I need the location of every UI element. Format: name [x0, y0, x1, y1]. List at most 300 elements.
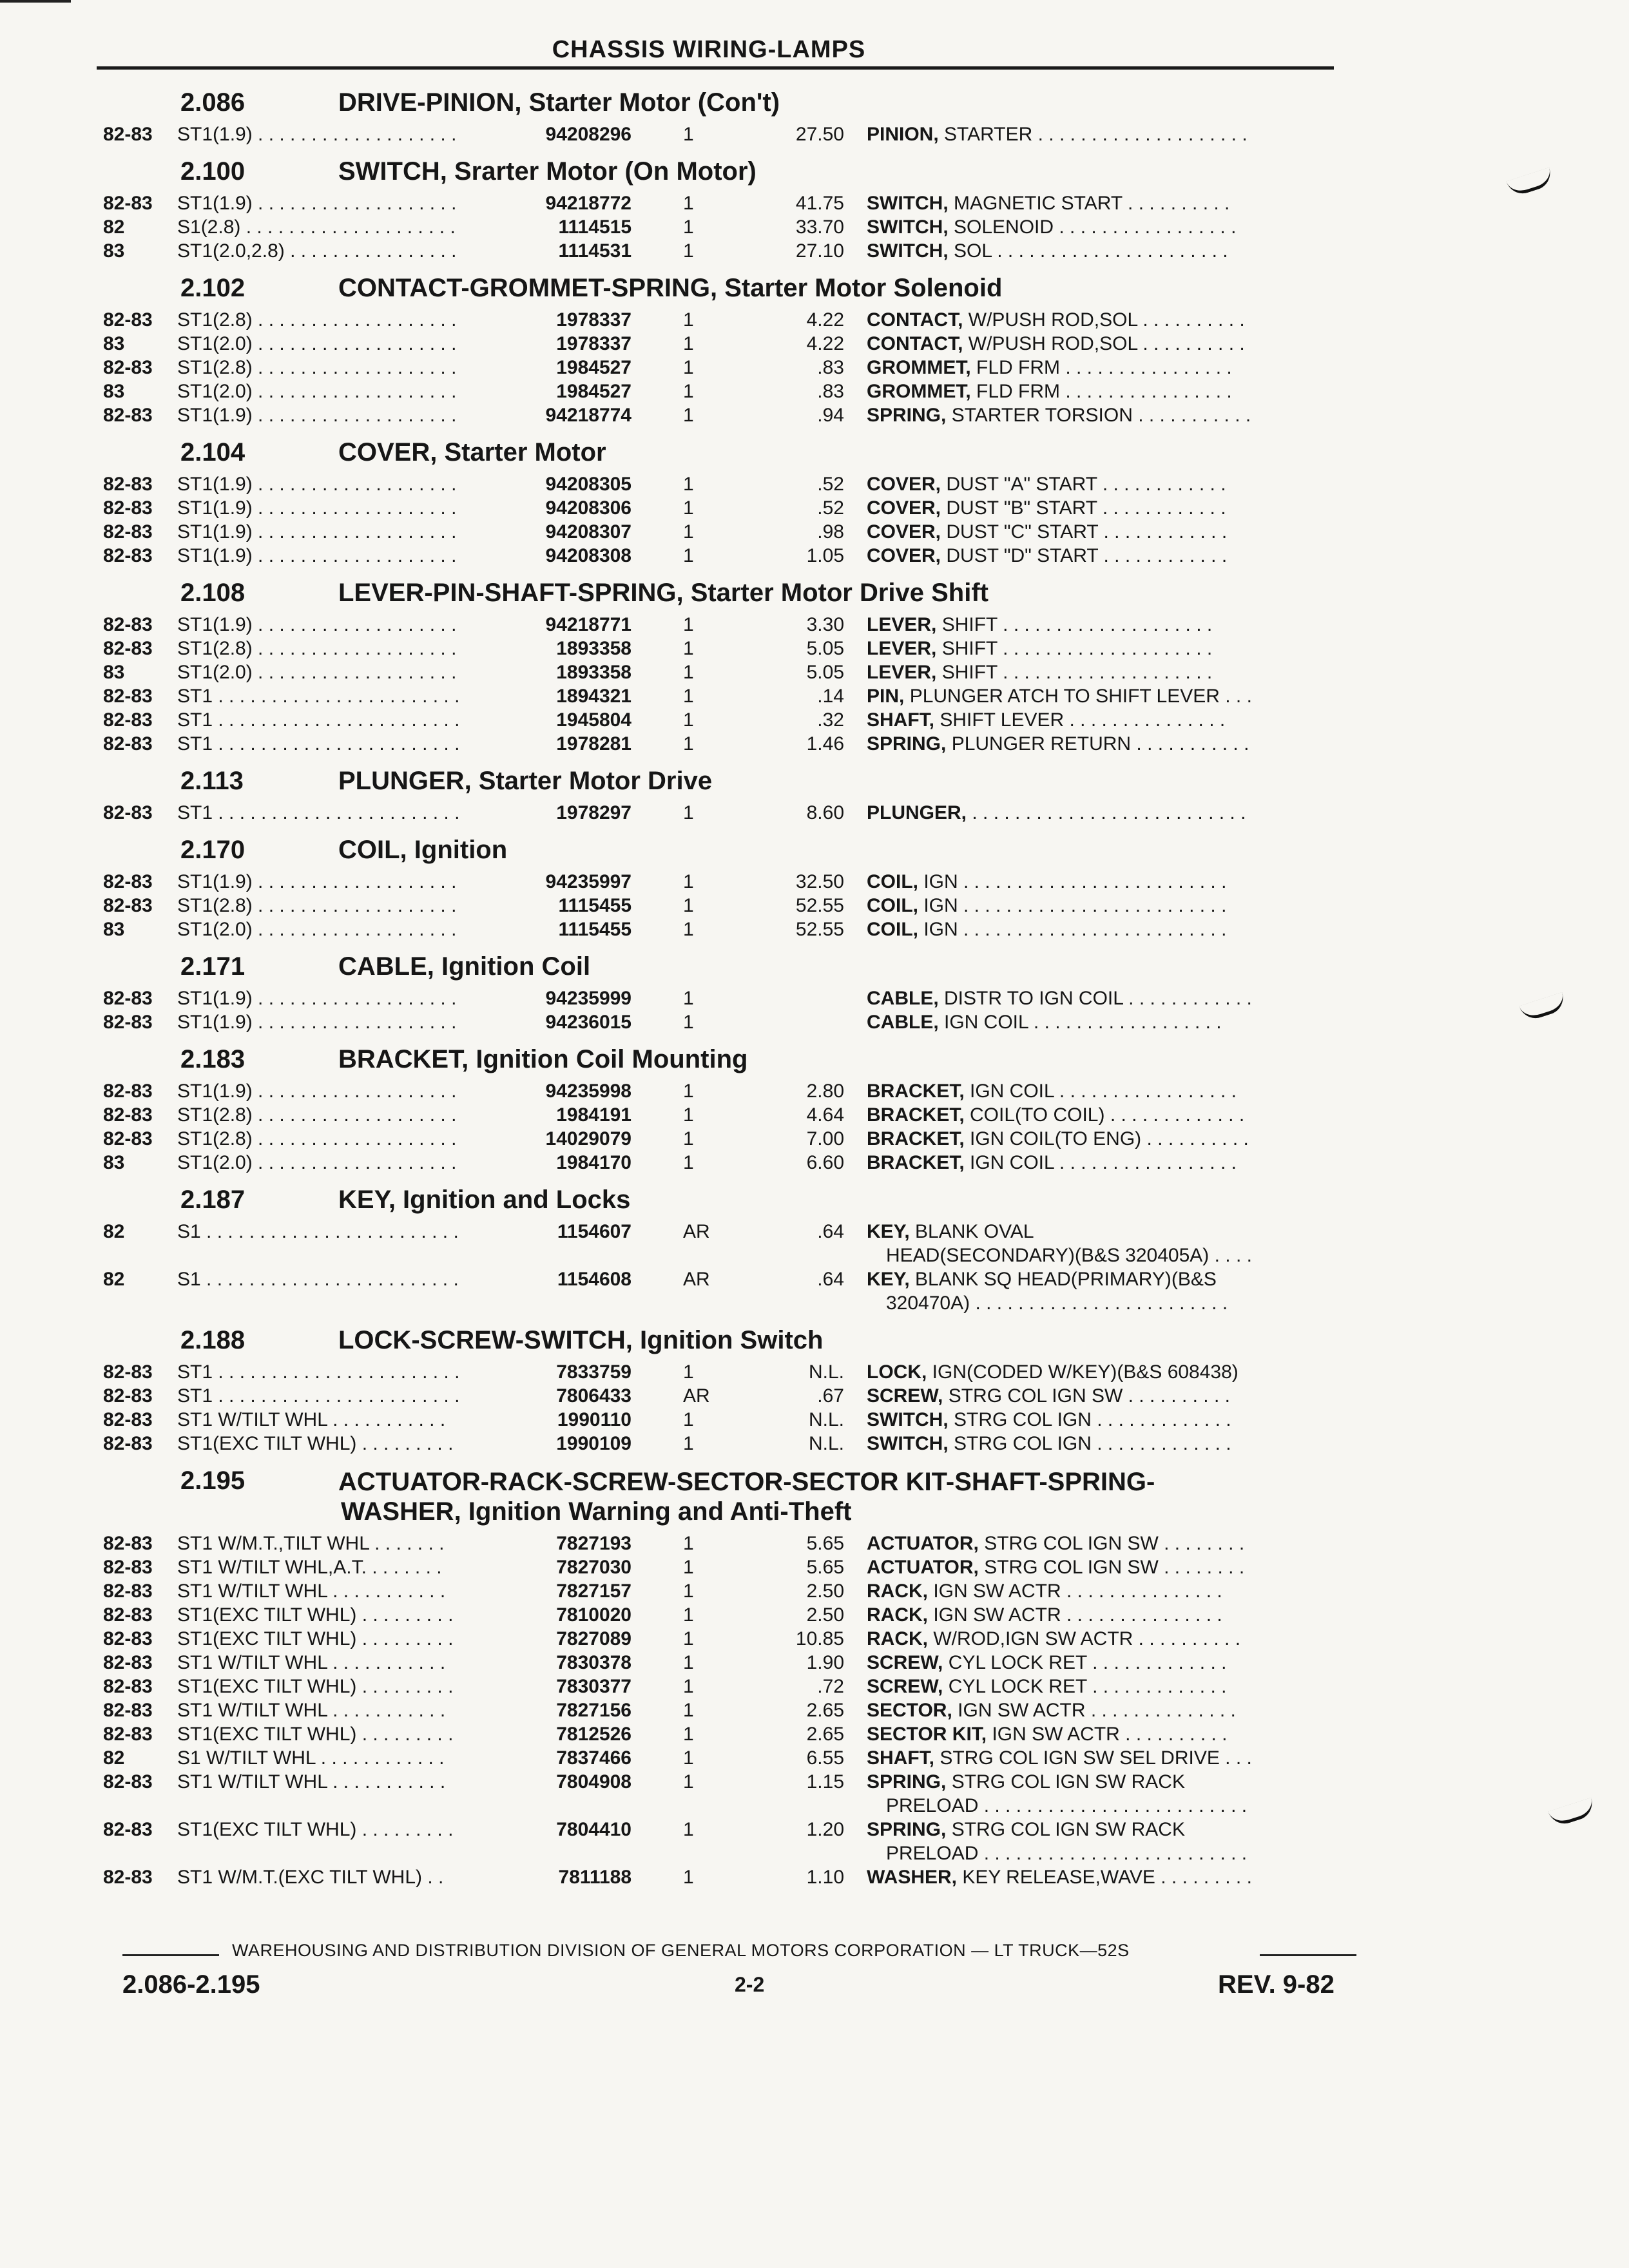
model-year: 82-83 — [103, 1104, 153, 1126]
model-applicability: ST1(1.9) . . . . . . . . . . . . . . . . . . . — [177, 614, 457, 635]
price: 8.60 — [806, 802, 844, 823]
quantity: 1 — [683, 1747, 694, 1769]
part-number: 1984191 — [556, 1104, 631, 1126]
part-detail: STARTER . . . . . . . . . . . . . . . . . . . . — [938, 124, 1248, 145]
part-row — [103, 1698, 1366, 1722]
part-name: KEY, — [867, 1269, 910, 1290]
part-number: 7827030 — [556, 1557, 631, 1578]
model-applicability: ST1 . . . . . . . . . . . . . . . . . . . . . . . — [177, 686, 460, 707]
part-description — [867, 1103, 1369, 1127]
part-detail: CYL LOCK RET . . . . . . . . . . . . . — [943, 1652, 1227, 1673]
quantity: 1 — [683, 1581, 694, 1602]
part-name: BRACKET, — [867, 1104, 965, 1126]
part-number: 1978281 — [556, 733, 631, 754]
quantity: 1 — [683, 474, 694, 495]
part-name: SWITCH, — [867, 216, 949, 238]
part-description — [867, 1865, 1369, 1889]
part-detail: IGN COIL(TO ENG) . . . . . . . . . . — [964, 1128, 1249, 1149]
part-number: 94208305 — [545, 474, 631, 495]
model-applicability: ST1(1.9) . . . . . . . . . . . . . . . . . . . — [177, 193, 457, 214]
part-number: 7827157 — [556, 1581, 631, 1602]
section-number: 2.102 — [180, 274, 246, 302]
part-name: SWITCH, — [867, 240, 949, 262]
part-number: 7837466 — [556, 1747, 631, 1769]
part-number: 1154608 — [557, 1269, 631, 1290]
model-year: 82-83 — [103, 802, 153, 823]
part-description — [867, 870, 1369, 894]
model-applicability: ST1(1.9) . . . . . . . . . . . . . . . . . . . — [177, 545, 457, 566]
part-detail: . . . . . . . . . . . . . . . . . . . . . . . . . . — [967, 802, 1246, 823]
part-number: 1114515 — [558, 216, 631, 238]
quantity: 1 — [683, 709, 694, 731]
part-name: LEVER, — [867, 638, 937, 659]
part-detail: IGN . . . . . . . . . . . . . . . . . . . . . . . . . — [918, 871, 1227, 892]
section-title: KEY, Ignition and Locks — [338, 1186, 631, 1214]
part-number: 94235999 — [545, 988, 631, 1009]
section-number: 2.195 — [180, 1466, 246, 1495]
quantity: 1 — [683, 988, 694, 1009]
model-applicability: ST1(EXC TILT WHL) . . . . . . . . . — [177, 1724, 454, 1745]
part-detail: STRG COL IGN SW . . . . . . . . . . — [943, 1385, 1230, 1407]
part-detail: PLUNGER ATCH TO SHIFT LEVER . . . — [904, 686, 1252, 707]
model-year: 82-83 — [103, 1652, 153, 1673]
part-row — [103, 1532, 1366, 1555]
part-description — [867, 191, 1369, 215]
part-name: PINION, — [867, 124, 939, 145]
price: .52 — [817, 474, 844, 495]
model-year: 82-83 — [103, 988, 153, 1009]
part-detail: DUST "B" START . . . . . . . . . . . . — [941, 497, 1226, 519]
section-title: COVER, Starter Motor — [338, 438, 606, 466]
part-number: 1893358 — [556, 662, 631, 683]
model-year: 83 — [103, 240, 125, 262]
part-row — [103, 1746, 1366, 1770]
price: 7.00 — [806, 1128, 844, 1149]
part-row — [103, 1103, 1366, 1127]
part-number: 14029079 — [545, 1128, 631, 1149]
part-name: LOCK, — [867, 1361, 927, 1383]
model-year: 82-83 — [103, 1409, 153, 1430]
price: 2.50 — [806, 1604, 844, 1626]
model-applicability: ST1(EXC TILT WHL) . . . . . . . . . — [177, 1433, 454, 1454]
section-header — [103, 427, 1366, 472]
price: 6.55 — [806, 1747, 844, 1769]
price: 4.64 — [806, 1104, 844, 1126]
quantity: 1 — [683, 405, 694, 426]
part-detail: W/ROD,IGN SW ACTR . . . . . . . . . . — [928, 1628, 1241, 1649]
part-description — [867, 1746, 1369, 1770]
model-year: 82-83 — [103, 1581, 153, 1602]
part-detail: IGN COIL . . . . . . . . . . . . . . . . . — [964, 1081, 1237, 1102]
part-row — [103, 660, 1366, 684]
part-row — [103, 986, 1366, 1010]
margin-check-mark — [1548, 1798, 1597, 1828]
part-row — [103, 1127, 1366, 1151]
part-detail-continued: 320470A) . . . . . . . . . . . . . . . . . . . . . . . . — [886, 1293, 1228, 1314]
price: 1.05 — [806, 545, 844, 566]
section-header — [103, 941, 1366, 986]
part-row — [103, 1360, 1366, 1384]
model-year: 82-83 — [103, 686, 153, 707]
part-name: BRACKET, — [867, 1081, 965, 1102]
price: 5.05 — [806, 662, 844, 683]
part-description — [867, 1220, 1369, 1267]
part-row — [103, 380, 1366, 403]
part-description — [867, 1267, 1369, 1315]
part-detail: DUST "C" START . . . . . . . . . . . . — [941, 521, 1228, 543]
model-year: 82-83 — [103, 545, 153, 566]
model-year: 82-83 — [103, 1724, 153, 1745]
model-year: 82-83 — [103, 1361, 153, 1383]
section-number: 2.086 — [180, 88, 246, 117]
model-applicability: ST1(2.0) . . . . . . . . . . . . . . . . . . . — [177, 662, 457, 683]
part-detail: SHIFT . . . . . . . . . . . . . . . . . . . . — [936, 638, 1213, 659]
model-applicability: ST1(1.9) . . . . . . . . . . . . . . . . . . . — [177, 497, 457, 519]
price: 5.65 — [806, 1557, 844, 1578]
section-title: DRIVE-PINION, Starter Motor (Con't) — [338, 88, 780, 117]
part-row — [103, 356, 1366, 380]
part-description — [867, 732, 1369, 756]
part-number: 7806433 — [556, 1385, 631, 1407]
part-number: 7827156 — [556, 1700, 631, 1721]
part-name: COVER, — [867, 521, 941, 543]
model-year: 82-83 — [103, 871, 153, 892]
part-number: 7830378 — [556, 1652, 631, 1673]
part-description — [867, 1432, 1369, 1456]
section-number: 2.170 — [180, 836, 246, 864]
footer-page-number: 2-2 — [735, 1973, 765, 1996]
quantity: 1 — [683, 545, 694, 566]
price: 33.70 — [795, 216, 844, 238]
price: .72 — [817, 1676, 844, 1697]
model-year: 82 — [103, 1747, 125, 1769]
quantity: 1 — [683, 381, 694, 402]
part-row — [103, 801, 1366, 825]
price: 1.10 — [806, 1867, 844, 1888]
part-number: 7812526 — [556, 1724, 631, 1745]
model-year: 82-83 — [103, 1433, 153, 1454]
part-number: 7810020 — [556, 1604, 631, 1626]
quantity: 1 — [683, 1819, 694, 1840]
part-name: COVER, — [867, 545, 941, 566]
price: 52.55 — [795, 895, 844, 916]
part-number: 1984527 — [556, 357, 631, 378]
model-year: 82-83 — [103, 193, 153, 214]
part-detail: IGN SW ACTR . . . . . . . . . . . . . . . — [928, 1604, 1222, 1626]
price: N.L. — [808, 1361, 844, 1383]
model-applicability: ST1(1.9) . . . . . . . . . . . . . . . . . . . — [177, 1012, 457, 1033]
part-name: SECTOR KIT, — [867, 1724, 987, 1745]
model-applicability: ST1 . . . . . . . . . . . . . . . . . . . . . . . — [177, 709, 460, 731]
part-number: 7804908 — [556, 1771, 631, 1792]
footer-rule-left — [122, 1954, 219, 1956]
model-year: 82-83 — [103, 1604, 153, 1626]
quantity: 1 — [683, 638, 694, 659]
part-description — [867, 308, 1369, 332]
model-year: 82-83 — [103, 1533, 153, 1554]
part-number: 1984170 — [556, 1152, 631, 1173]
model-year: 82-83 — [103, 309, 153, 331]
price: N.L. — [808, 1433, 844, 1454]
model-year: 83 — [103, 333, 125, 354]
part-number: 1984527 — [556, 381, 631, 402]
part-row — [103, 1220, 1366, 1267]
section-number: 2.183 — [180, 1045, 246, 1073]
model-applicability: ST1(2.8) . . . . . . . . . . . . . . . . . . . — [177, 638, 457, 659]
part-name: WASHER, — [867, 1867, 958, 1888]
section-title: PLUNGER, Starter Motor Drive — [338, 767, 713, 795]
part-number: 1945804 — [556, 709, 631, 731]
part-detail: IGN COIL . . . . . . . . . . . . . . . . . . — [938, 1012, 1222, 1033]
section-number: 2.100 — [180, 157, 246, 186]
parts-list — [103, 77, 1366, 1889]
section-number: 2.113 — [180, 767, 244, 795]
quantity: 1 — [683, 1700, 694, 1721]
part-name: COIL, — [867, 919, 918, 940]
page-title: CHASSIS WIRING-LAMPS — [552, 36, 866, 63]
part-detail: SHIFT . . . . . . . . . . . . . . . . . . . . — [936, 662, 1213, 683]
part-name: GROMMET, — [867, 357, 971, 378]
part-name: SCREW, — [867, 1652, 943, 1673]
model-year: 82-83 — [103, 1128, 153, 1149]
part-number: 94236015 — [545, 1012, 631, 1033]
model-year: 82-83 — [103, 733, 153, 754]
part-detail: SOL . . . . . . . . . . . . . . . . . . . . . . — [948, 240, 1228, 262]
section-title — [338, 1467, 1155, 1526]
part-number: 94218772 — [545, 193, 631, 214]
part-name: COIL, — [867, 871, 918, 892]
section-header — [103, 263, 1366, 308]
model-applicability: ST1 W/TILT WHL . . . . . . . . . . . — [177, 1581, 446, 1602]
part-name: SWITCH, — [867, 1433, 949, 1454]
quantity: 1 — [683, 1533, 694, 1554]
part-number: 7804410 — [556, 1819, 631, 1840]
model-applicability: ST1(2.8) . . . . . . . . . . . . . . . . . . . — [177, 309, 457, 331]
part-description — [867, 380, 1369, 403]
part-description — [867, 1555, 1369, 1579]
model-year: 82-83 — [103, 1012, 153, 1033]
price: 1.20 — [806, 1819, 844, 1840]
section-number: 2.187 — [180, 1186, 246, 1214]
quantity: 1 — [683, 733, 694, 754]
price: 2.50 — [806, 1581, 844, 1602]
part-row — [103, 732, 1366, 756]
price: 5.05 — [806, 638, 844, 659]
price: 2.65 — [806, 1700, 844, 1721]
model-applicability: ST1(1.9) . . . . . . . . . . . . . . . . . . . — [177, 521, 457, 543]
part-description — [867, 403, 1369, 427]
part-row — [103, 637, 1366, 660]
model-year: 82-83 — [103, 497, 153, 519]
part-row — [103, 239, 1366, 263]
part-name: PLUNGER, — [867, 802, 967, 823]
section-header — [103, 1315, 1366, 1360]
section-title-line: WASHER, Ignition Warning and Anti-Theft — [341, 1497, 852, 1526]
part-row — [103, 1010, 1366, 1034]
model-applicability: ST1(1.9) . . . . . . . . . . . . . . . . . . . — [177, 988, 457, 1009]
footer-revision: REV. 9-82 — [1218, 1970, 1335, 1999]
part-name: BRACKET, — [867, 1152, 965, 1173]
part-number: 1978337 — [556, 333, 631, 354]
price: 5.65 — [806, 1533, 844, 1554]
model-applicability: ST1 . . . . . . . . . . . . . . . . . . . . . . . — [177, 802, 460, 823]
model-applicability: ST1(1.9) . . . . . . . . . . . . . . . . . . . — [177, 474, 457, 495]
part-name: ACTUATOR, — [867, 1533, 979, 1554]
part-row — [103, 403, 1366, 427]
part-number: 1990109 — [556, 1433, 631, 1454]
quantity: 1 — [683, 1604, 694, 1626]
part-row — [103, 1079, 1366, 1103]
top-edge-line — [0, 0, 71, 3]
section-title: CONTACT-GROMMET-SPRING, Starter Motor Solenoid — [338, 274, 1003, 302]
part-description — [867, 356, 1369, 380]
section-title: BRACKET, Ignition Coil Mounting — [338, 1045, 748, 1073]
part-description — [867, 708, 1369, 732]
model-applicability: ST1(EXC TILT WHL) . . . . . . . . . — [177, 1604, 454, 1626]
part-name: COIL, — [867, 895, 918, 916]
part-number: 94208306 — [545, 497, 631, 519]
part-name: LEVER, — [867, 662, 937, 683]
part-number: 94208308 — [545, 545, 631, 566]
quantity: AR — [683, 1385, 710, 1407]
part-number: 1115455 — [558, 919, 631, 940]
part-row — [103, 1675, 1366, 1698]
part-name: SWITCH, — [867, 1409, 949, 1430]
part-description — [867, 496, 1369, 520]
part-row — [103, 1770, 1366, 1818]
part-description — [867, 1651, 1369, 1675]
section-header — [103, 1175, 1366, 1220]
part-row — [103, 122, 1366, 146]
model-year: 82-83 — [103, 1557, 153, 1578]
part-number: 94208307 — [545, 521, 631, 543]
model-year: 82-83 — [103, 1385, 153, 1407]
section-header — [103, 825, 1366, 870]
part-description — [867, 1360, 1369, 1384]
part-detail: BLANK OVAL — [909, 1221, 1034, 1242]
part-number: 1893358 — [556, 638, 631, 659]
model-year: 82-83 — [103, 1771, 153, 1792]
model-year: 82-83 — [103, 1819, 153, 1840]
part-name: CONTACT, — [867, 333, 963, 354]
part-description — [867, 215, 1369, 239]
quantity: 1 — [683, 686, 694, 707]
part-detail: W/PUSH ROD,SOL . . . . . . . . . . — [963, 309, 1245, 331]
model-year: 82-83 — [103, 1700, 153, 1721]
quantity: 1 — [683, 1628, 694, 1649]
model-year: 82-83 — [103, 474, 153, 495]
part-detail: STRG COL IGN SW . . . . . . . . — [978, 1533, 1245, 1554]
part-detail: SHIFT LEVER . . . . . . . . . . . . . . . — [934, 709, 1226, 731]
quantity: 1 — [683, 871, 694, 892]
part-detail: STRG COL IGN . . . . . . . . . . . . . — [948, 1433, 1231, 1454]
quantity: 1 — [683, 1409, 694, 1430]
part-description — [867, 472, 1369, 496]
model-applicability: ST1(2.8) . . . . . . . . . . . . . . . . . . . — [177, 895, 457, 916]
part-row — [103, 1603, 1366, 1627]
part-description — [867, 1770, 1369, 1818]
part-row — [103, 1818, 1366, 1865]
price: .67 — [817, 1385, 844, 1407]
quantity: 1 — [683, 1433, 694, 1454]
part-description — [867, 1127, 1369, 1151]
model-year: 82 — [103, 1221, 125, 1242]
model-applicability: ST1(2.0) . . . . . . . . . . . . . . . . . . . — [177, 1152, 457, 1173]
model-applicability: S1(2.8) . . . . . . . . . . . . . . . . . . . . — [177, 216, 456, 238]
part-description — [867, 520, 1369, 544]
part-detail: IGN SW ACTR . . . . . . . . . . . . . . — [952, 1700, 1236, 1721]
price: 1.15 — [806, 1771, 844, 1792]
section-title: SWITCH, Srarter Motor (On Motor) — [338, 157, 757, 186]
part-name: BRACKET, — [867, 1128, 965, 1149]
part-description — [867, 1408, 1369, 1432]
section-number: 2.171 — [180, 952, 246, 981]
part-number: 94208296 — [545, 124, 631, 145]
model-year: 83 — [103, 1152, 125, 1173]
part-description — [867, 1627, 1369, 1651]
part-row — [103, 308, 1366, 332]
part-name: SCREW, — [867, 1385, 943, 1407]
part-row — [103, 1651, 1366, 1675]
quantity: 1 — [683, 1128, 694, 1149]
part-description — [867, 894, 1369, 918]
part-description — [867, 637, 1369, 660]
price: .83 — [817, 357, 844, 378]
part-name: SWITCH, — [867, 193, 949, 214]
model-applicability: S1 . . . . . . . . . . . . . . . . . . . . . . . . — [177, 1221, 459, 1242]
part-detail: STRG COL IGN SW RACK — [946, 1771, 1185, 1792]
model-applicability: ST1 W/TILT WHL . . . . . . . . . . . — [177, 1771, 446, 1792]
model-year: 82-83 — [103, 1676, 153, 1697]
part-number: 1114531 — [558, 240, 631, 262]
part-row — [103, 496, 1366, 520]
price: .83 — [817, 381, 844, 402]
price: 27.50 — [795, 124, 844, 145]
part-detail-continued: HEAD(SECONDARY)(B&S 320405A) . . . . — [886, 1245, 1252, 1266]
quantity: 1 — [683, 614, 694, 635]
quantity: 1 — [683, 1104, 694, 1126]
model-applicability: ST1(EXC TILT WHL) . . . . . . . . . — [177, 1628, 454, 1649]
part-description — [867, 1722, 1369, 1746]
quantity: 1 — [683, 1081, 694, 1102]
part-detail: SHIFT . . . . . . . . . . . . . . . . . . . . — [936, 614, 1213, 635]
part-number: 94235998 — [545, 1081, 631, 1102]
part-row — [103, 1408, 1366, 1432]
footer-section-range: 2.086-2.195 — [122, 1970, 260, 1999]
price: 6.60 — [806, 1152, 844, 1173]
price: 4.22 — [806, 309, 844, 331]
part-detail: STRG COL IGN SW SEL DRIVE . . . — [934, 1747, 1252, 1769]
part-name: SCREW, — [867, 1676, 943, 1697]
model-applicability: ST1(EXC TILT WHL) . . . . . . . . . — [177, 1676, 454, 1697]
margin-check-mark — [1519, 992, 1568, 1023]
model-applicability: ST1 . . . . . . . . . . . . . . . . . . . . . . . — [177, 733, 460, 754]
part-description — [867, 239, 1369, 263]
part-detail: DISTR TO IGN COIL . . . . . . . . . . . . — [938, 988, 1252, 1009]
part-number: 94218774 — [545, 405, 631, 426]
part-name: SPRING, — [867, 1771, 947, 1792]
model-applicability: ST1 W/TILT WHL . . . . . . . . . . . — [177, 1700, 446, 1721]
part-row — [103, 191, 1366, 215]
model-year: 82-83 — [103, 895, 153, 916]
model-applicability: ST1(1.9) . . . . . . . . . . . . . . . . . . . — [177, 405, 457, 426]
part-description — [867, 1079, 1369, 1103]
part-row — [103, 472, 1366, 496]
part-name: GROMMET, — [867, 381, 971, 402]
part-row — [103, 870, 1366, 894]
quantity: 1 — [683, 357, 694, 378]
part-row — [103, 1579, 1366, 1603]
